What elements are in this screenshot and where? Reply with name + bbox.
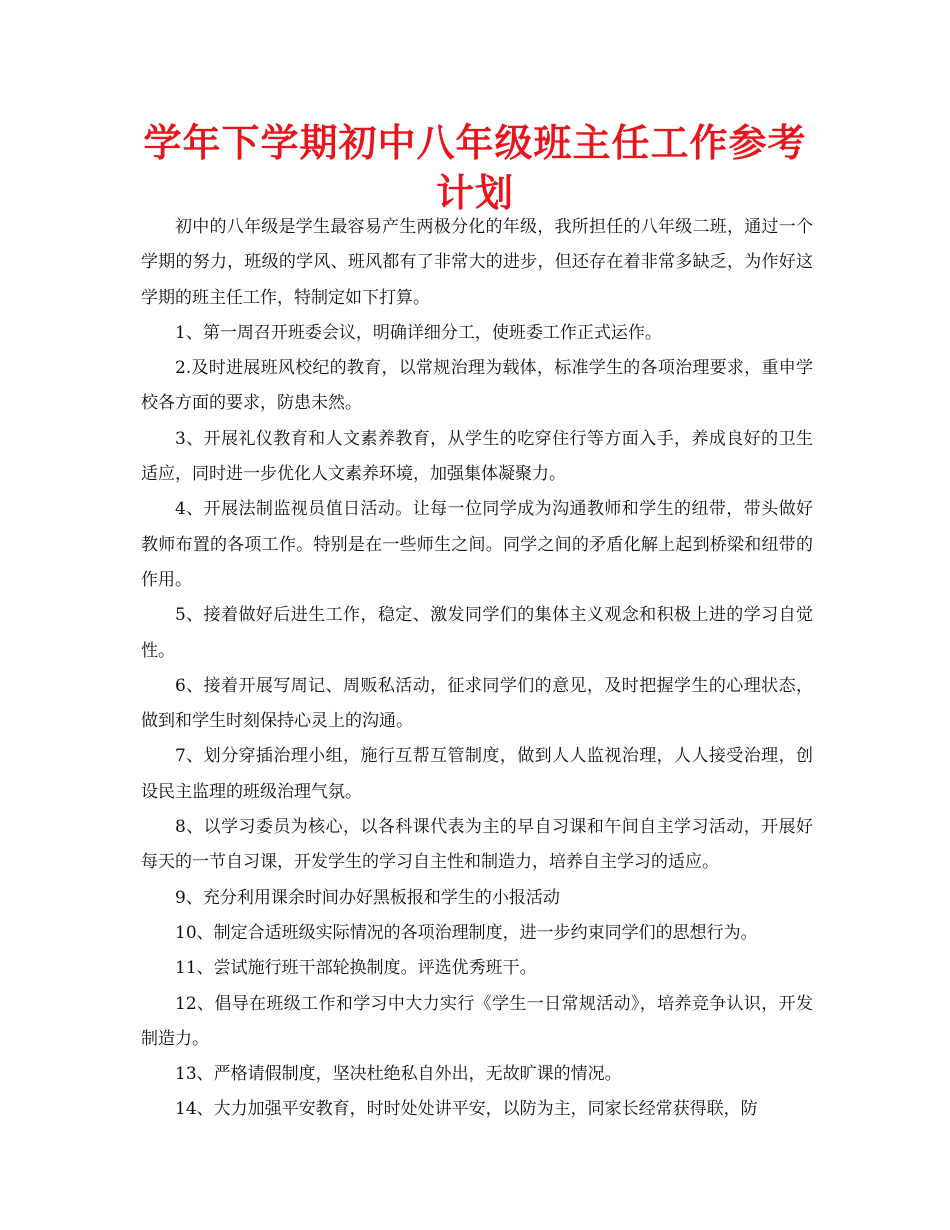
paragraph-item-2: 2.及时进展班风校纪的教育，以常规治理为载体，标准学生的各项治理要求，重申学校各方面的要求，防患未然。 xyxy=(141,358,813,414)
paragraph-item-4: 4、开展法制监视员值日活动。让每一位同学成为沟通教师和学生的纽带，带头做好教师布置的各项工作。特别是在一些师生之间。同学之间的矛盾化解上起到桥梁和纽带的作用。 xyxy=(141,499,813,590)
paragraph-item-6: 6、接着开展写周记、周贩私活动，征求同学们的意见，及时把握学生的心理状态，做到和学生时刻保持心灵上的沟通。 xyxy=(141,675,813,732)
paragraph-item-11: 11、尝试施行班干部轮换制度。评选优秀班干。 xyxy=(175,958,537,979)
paragraph-item-8: 8、以学习委员为核心，以各科课代表为主的早自习课和午间自主学习活动，开展好每天的一节自习课，开发学生的学习自主性和制造力，培养自主学习的适应。 xyxy=(141,817,813,873)
document-body xyxy=(141,210,813,1128)
paragraph-item-14: 14、大力加强平安教育，时时处处讲平安，以防为主，同家长经常获得联，防 xyxy=(175,1099,758,1120)
document-title: 学年下学期初中八年级班主任工作参考计划 xyxy=(143,121,807,215)
paragraph-intro: 初中的八年级是学生最容易产生两极分化的年级，我所担任的八年级二班，通过一个学期的努力，班级的学风、班风都有了非常大的进步，但还存在着非常多缺乏，为作好这学期的班主任工作，特制定如下打算。 xyxy=(141,217,813,308)
paragraph-item-12: 12、倡导在班级工作和学习中大力实行《学生一日常规活动》，培养竞争认识，开发制造力。 xyxy=(141,993,813,1049)
paragraph-item-1: 1、第一周召开班委会议，明确详细分工，使班委工作正式运作。 xyxy=(175,322,662,343)
paragraph-item-9: 9、充分利用课余时间办好黑板报和学生的小报活动 xyxy=(175,887,560,908)
paragraph-item-13: 13、严格请假制度，坚决杜绝私自外出，无故旷课的情况。 xyxy=(175,1064,622,1085)
paragraph-item-7: 7、划分穿插治理小组，施行互帮互管制度，做到人人监视治理，人人接受治理，创设民主监理的班级治理气氛。 xyxy=(141,746,813,802)
paragraph-item-10: 10、制定合适班级实际情况的各项治理制度，进一步约束同学们的思想行为。 xyxy=(175,922,758,943)
paragraph-item-3: 3、开展礼仪教育和人文素养教育，从学生的吃穿住行等方面入手，养成良好的卫生适应，同时进一步优化人文素养环境，加强集体凝聚力。 xyxy=(141,428,813,485)
paragraph-item-5: 5、接着做好后进生工作，稳定、激发同学们的集体主义观念和积极上进的学习自觉性。 xyxy=(141,605,813,661)
